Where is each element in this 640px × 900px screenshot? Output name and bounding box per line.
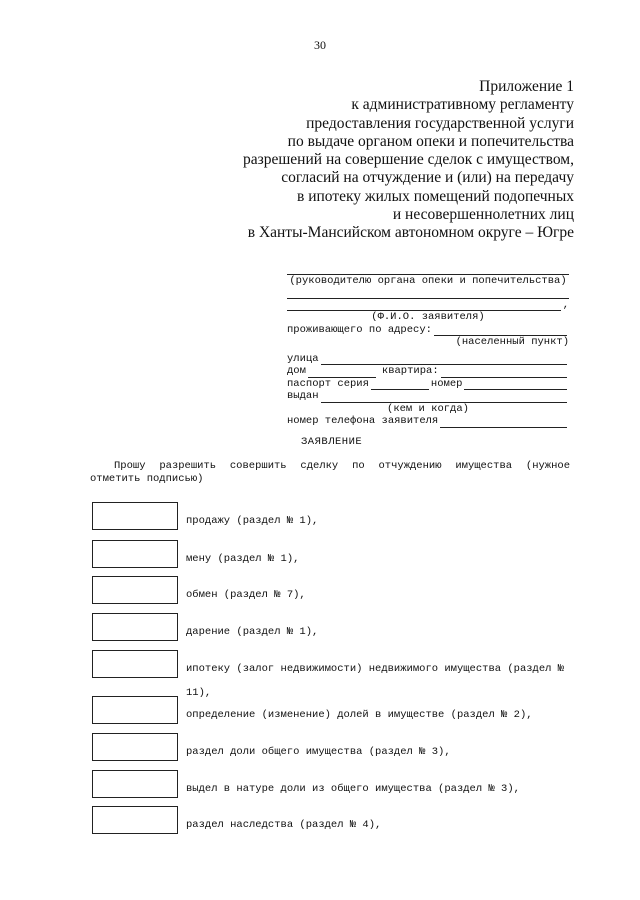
passport-number-label: номер	[430, 377, 463, 390]
issued-hint: (кем и когда)	[387, 402, 469, 415]
statement-title: ЗАЯВЛЕНИЕ	[301, 436, 363, 448]
option-checkbox[interactable]	[92, 613, 178, 641]
option-checkbox[interactable]	[92, 806, 178, 834]
issued-label: выдан	[287, 390, 319, 402]
option-label: обмен (раздел № 7),	[186, 589, 306, 601]
passport-number-field[interactable]	[464, 379, 567, 390]
residing-field[interactable]	[434, 325, 567, 336]
street-label: улица	[287, 352, 319, 365]
appendix-line: предоставления государственной услуги	[306, 114, 574, 132]
house-field[interactable]	[308, 367, 376, 378]
page-number: 30	[314, 38, 326, 52]
issued-field[interactable]	[321, 392, 567, 403]
option-label: раздел доли общего имущества (раздел № 3),	[186, 746, 451, 758]
option-label: раздел наследства (раздел № 4),	[186, 819, 382, 831]
street-field[interactable]	[321, 354, 567, 365]
fio-hint: (Ф.И.О. заявителя)	[371, 311, 485, 323]
option-checkbox[interactable]	[92, 770, 178, 798]
option-label-line: ипотеку (залог недвижимости) недвижимого имущества (раздел №	[186, 663, 565, 675]
option-label: выдел в натуре доли из общего имущества (раздел № 3),	[186, 783, 520, 795]
option-checkbox[interactable]	[92, 502, 178, 530]
passport-series-label: паспорт серия	[287, 377, 369, 390]
residing-label: проживающего по адресу:	[287, 323, 432, 336]
apartment-label: квартира:	[381, 365, 439, 377]
locality-hint: (населенный пункт)	[455, 336, 569, 348]
option-checkbox[interactable]	[92, 733, 178, 761]
phone-field[interactable]	[440, 417, 567, 428]
option-label: мену (раздел № 1),	[186, 553, 300, 565]
passport-series-field[interactable]	[371, 379, 429, 390]
intro-line: Прошу разрешить совершить сделку по отчуждению имущества (нужное	[114, 460, 570, 472]
appendix-line: в ипотеку жилых помещений подопечных	[297, 187, 574, 205]
appendix-line: и несовершеннолетних лиц	[392, 206, 574, 224]
option-label-line: 11),	[186, 687, 212, 699]
fio-field-1[interactable]	[287, 288, 569, 299]
option-checkbox[interactable]	[92, 540, 178, 568]
appendix-line: к административному регламенту	[351, 96, 574, 114]
appendix-line: по выдаче органом опеки и попечительства	[287, 132, 574, 150]
applicant-address-block	[287, 262, 569, 428]
intro-line: отметить подписью)	[90, 473, 204, 485]
phone-label: номер телефона заявителя	[287, 415, 439, 427]
appendix-line: разрешений на совершение сделок с имуществом,	[242, 151, 574, 169]
apartment-field[interactable]	[441, 367, 567, 378]
recipient-hint: (руководителю органа опеки и попечительства)	[289, 275, 567, 287]
option-label: определение (изменение) долей в имуществе (раздел № 2),	[186, 709, 533, 721]
comma-mark: ,	[562, 298, 569, 311]
appendix-line: согласий на отчуждение и (или) на передачу	[281, 169, 574, 187]
appendix-line: Приложение 1	[479, 78, 574, 95]
appendix-header	[154, 78, 574, 243]
option-label: продажу (раздел № 1),	[186, 515, 319, 527]
option-checkbox[interactable]	[92, 576, 178, 604]
option-label: дарение (раздел № 1),	[186, 626, 319, 638]
house-label: дом	[287, 365, 306, 377]
option-checkbox[interactable]	[92, 696, 178, 724]
statement-intro	[90, 460, 570, 486]
option-label	[186, 657, 572, 705]
recipient-field[interactable]	[287, 262, 569, 275]
option-checkbox[interactable]	[92, 650, 178, 678]
appendix-line: в Ханты-Мансийском автономном округе – Югре	[247, 224, 574, 242]
fio-field-2[interactable]	[287, 300, 561, 311]
